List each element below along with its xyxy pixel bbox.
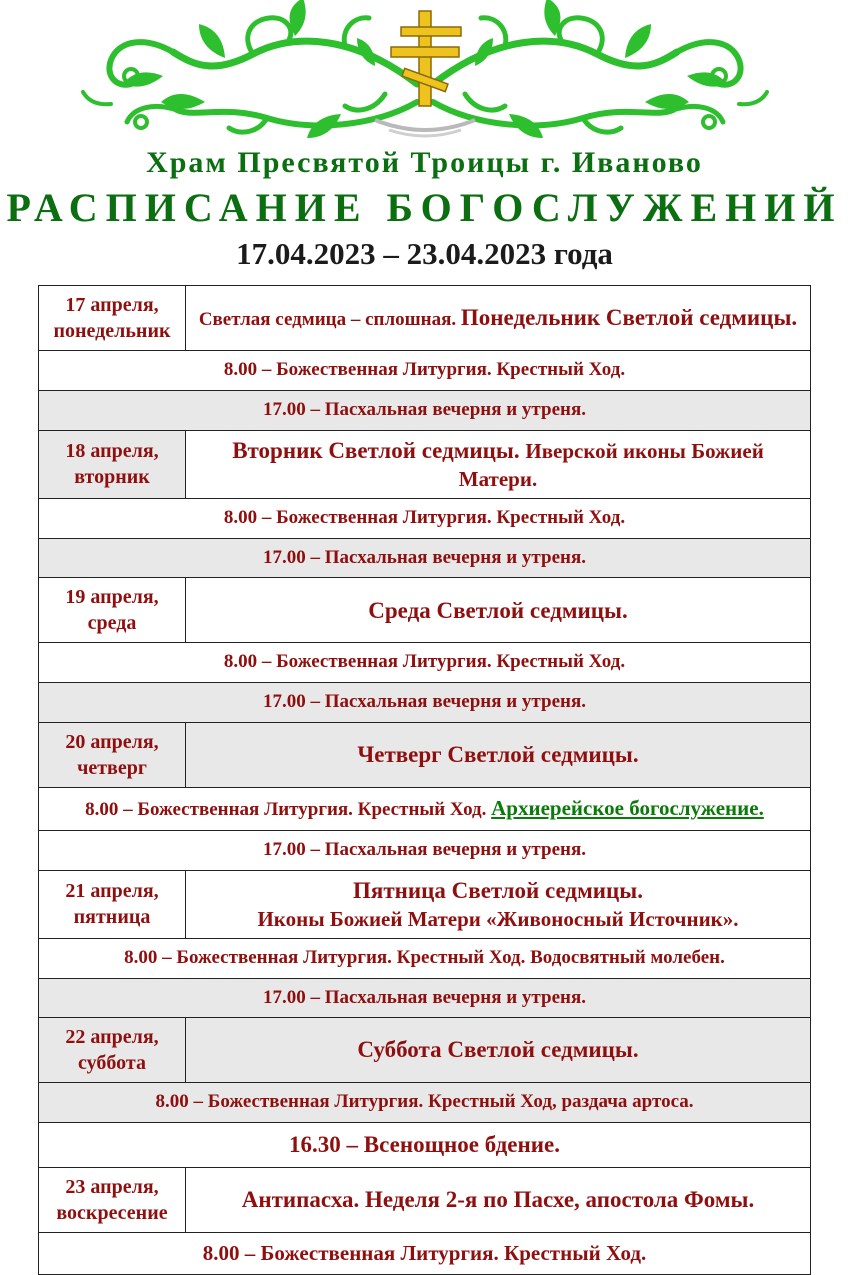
schedule-text: 8.00 – Божественная Литургия. Крестный Ход.	[223, 651, 626, 673]
schedule-text-line	[196, 1035, 800, 1065]
table-row	[39, 1018, 811, 1083]
day-cell	[39, 430, 186, 498]
church-name: Храм Пресвятой Троицы г. Иваново	[146, 146, 703, 179]
service-cell	[39, 351, 811, 391]
schedule-text: Антипасха. Неделя 2-я по Пасхе, апостола Фомы.	[241, 1186, 755, 1212]
schedule-text: Четверг Светлой седмицы.	[357, 742, 639, 768]
schedule-text: 17.00 – Пасхальная вечерня и утреня.	[263, 986, 586, 1008]
table-row	[39, 870, 811, 938]
table-row	[39, 538, 811, 578]
schedule-text-line	[47, 987, 802, 1010]
day-description-cell	[186, 723, 811, 788]
day-description-cell	[186, 578, 811, 643]
table-row	[39, 286, 811, 351]
service-cell	[39, 978, 811, 1018]
day-cell	[39, 286, 186, 351]
schedule-text: Вторник Светлой седмицы.	[232, 437, 526, 463]
day-label: среда	[87, 612, 137, 635]
service-cell	[39, 1083, 811, 1123]
schedule-text: Среда Светлой седмицы.	[368, 597, 628, 623]
schedule-text: Иверской иконы Божией Матери.	[458, 438, 764, 491]
day-label: 19 апреля,	[65, 586, 159, 609]
table-row	[39, 788, 811, 831]
day-label: 18 апреля,	[65, 440, 159, 463]
service-cell	[39, 498, 811, 538]
day-label: 23 апреля,	[65, 1175, 159, 1198]
schedule-text-line	[196, 303, 800, 333]
highlight-text: Архиерейское богослужение.	[491, 796, 764, 821]
schedule-text-line	[47, 1131, 802, 1159]
schedule-text-line	[47, 839, 802, 862]
table-row	[39, 1167, 811, 1232]
orthodox-cross-icon	[391, 11, 461, 106]
schedule-text: Понедельник Светлой седмицы.	[460, 305, 798, 331]
schedule-text-line	[47, 651, 802, 674]
table-row	[39, 351, 811, 391]
table-row	[39, 578, 811, 643]
schedule-text: Суббота Светлой седмицы.	[357, 1037, 639, 1063]
day-cell	[39, 723, 186, 788]
table-row	[39, 1232, 811, 1274]
table-row	[39, 390, 811, 430]
schedule-text: 17.00 – Пасхальная вечерня и утреня.	[263, 838, 586, 860]
schedule-text: Иконы Божией Матери «Живоносный Источник».	[257, 906, 739, 931]
service-cell	[39, 788, 811, 831]
schedule-text-line	[47, 947, 802, 970]
table-row	[39, 830, 811, 870]
service-cell	[39, 830, 811, 870]
table-row	[39, 938, 811, 978]
table-row	[39, 1083, 811, 1123]
schedule-text: 17.00 – Пасхальная вечерня и утреня.	[263, 546, 586, 568]
schedule-text-line	[47, 399, 802, 422]
schedule-text-line	[47, 691, 802, 714]
schedule-text-line	[196, 436, 800, 493]
schedule-text: Пятница Светлой седмицы.	[353, 877, 643, 903]
service-cell	[39, 1232, 811, 1274]
day-cell	[39, 1018, 186, 1083]
day-label: 20 апреля,	[65, 731, 159, 754]
schedule-text-line	[196, 1185, 800, 1215]
date-range: 17.04.2023 – 23.04.2023 года	[236, 236, 613, 271]
schedule-text-line	[47, 547, 802, 570]
day-label: 22 апреля,	[65, 1026, 159, 1049]
day-description-cell	[186, 870, 811, 938]
day-label: четверг	[77, 757, 147, 780]
day-label: 17 апреля,	[65, 294, 159, 317]
schedule-table	[38, 285, 811, 1275]
service-cell	[39, 683, 811, 723]
schedule-text-line	[196, 906, 800, 933]
table-row	[39, 683, 811, 723]
table-row	[39, 643, 811, 683]
day-description-cell	[186, 286, 811, 351]
day-label: воскресение	[56, 1201, 168, 1224]
schedule-text: Светлая седмица – сплошная.	[198, 309, 461, 331]
service-cell	[39, 1123, 811, 1168]
table-row	[39, 1123, 811, 1168]
schedule-text: 8.00 – Божественная Литургия. Крестный Ход. Водосвятный молебен.	[124, 946, 725, 968]
schedule-text: 8.00 – Божественная Литургия. Крестный Ход, раздача артоса.	[155, 1091, 694, 1113]
table-row	[39, 978, 811, 1018]
schedule-text-line	[47, 1091, 802, 1114]
schedule-text-line	[47, 1241, 802, 1266]
day-description-cell	[186, 1167, 811, 1232]
service-cell	[39, 643, 811, 683]
schedule-text: 8.00 – Божественная Литургия. Крестный Ход.	[85, 799, 492, 821]
service-cell	[39, 938, 811, 978]
schedule-text-line	[47, 507, 802, 530]
schedule-text: 16.30 – Всенощное бдение.	[289, 1132, 560, 1158]
schedule-text-line	[196, 740, 800, 770]
service-cell	[39, 538, 811, 578]
day-cell	[39, 870, 186, 938]
day-label: вторник	[74, 466, 150, 489]
day-label: понедельник	[53, 320, 171, 343]
schedule-text: 17.00 – Пасхальная вечерня и утреня.	[263, 398, 586, 420]
schedule-text: 8.00 – Божественная Литургия. Крестный Ход.	[202, 1240, 647, 1265]
day-cell	[39, 578, 186, 643]
schedule-text: 8.00 – Божественная Литургия. Крестный Ход.	[223, 359, 626, 381]
schedule-text-line	[196, 876, 800, 906]
day-description-cell	[186, 1018, 811, 1083]
page-title: РАСПИСАНИЕ БОГОСЛУЖЕНИЙ	[6, 185, 843, 230]
table-row	[39, 498, 811, 538]
schedule-text: 8.00 – Божественная Литургия. Крестный Ход.	[223, 506, 626, 528]
day-label: суббота	[78, 1052, 146, 1075]
day-cell	[39, 1167, 186, 1232]
schedule-text-line	[47, 796, 802, 822]
floral-ornament-icon	[45, 6, 805, 142]
schedule-text-line	[196, 596, 800, 626]
day-label: 21 апреля,	[65, 880, 159, 903]
day-label: пятница	[73, 906, 151, 929]
table-row	[39, 430, 811, 498]
schedule-text-line	[47, 359, 802, 382]
table-row	[39, 723, 811, 788]
schedule-text: 17.00 – Пасхальная вечерня и утреня.	[263, 691, 586, 713]
day-description-cell	[186, 430, 811, 498]
header-ornament	[0, 0, 849, 144]
service-cell	[39, 390, 811, 430]
